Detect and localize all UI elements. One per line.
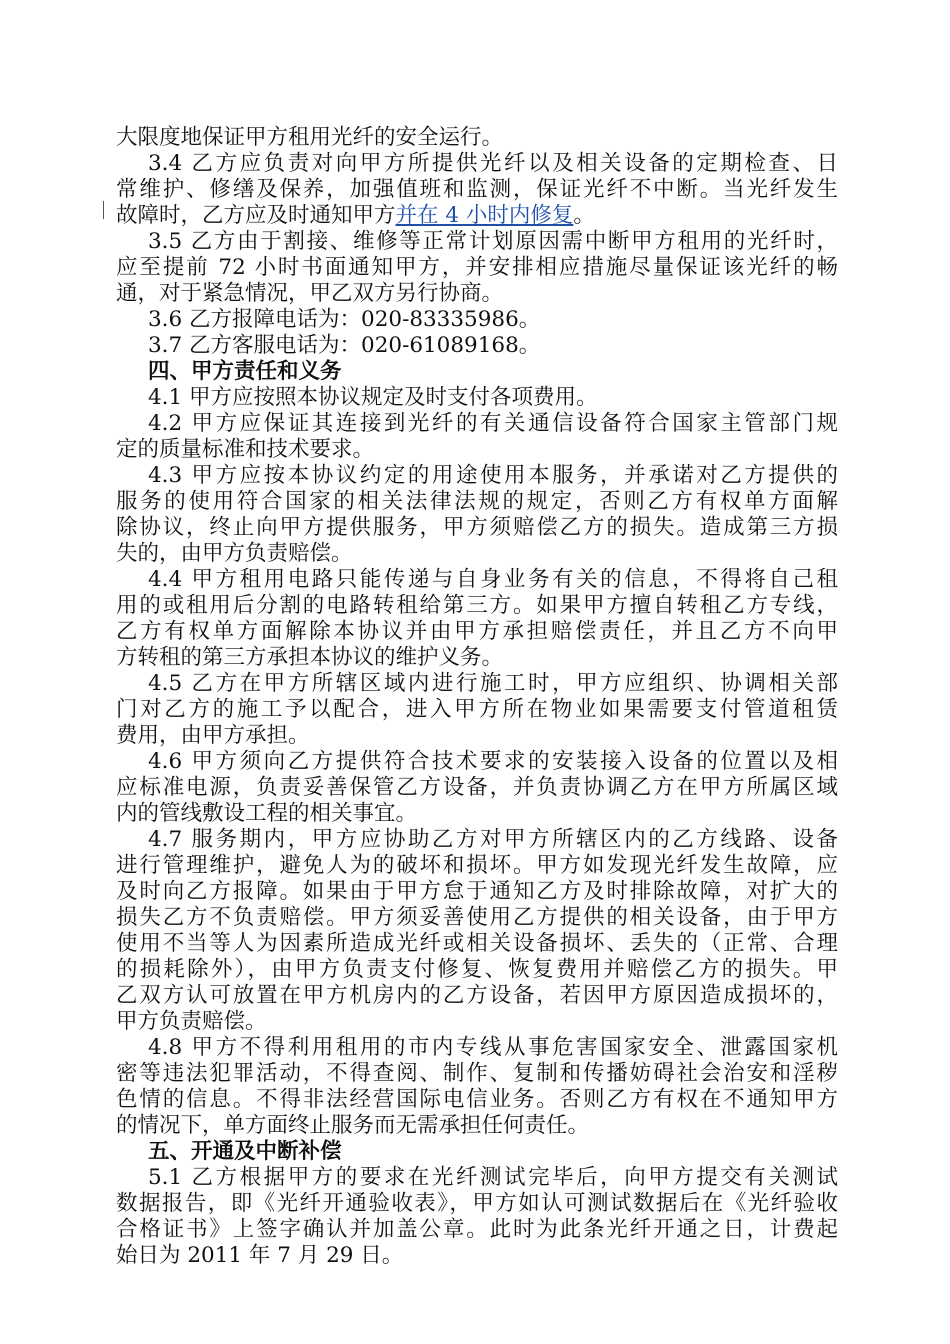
text-line: 数据报告，即《光纤开通验收表》，甲方如认可测试数据后在《光纤验收 (116, 1191, 838, 1216)
text-line: 4.7 服务期内，甲方应协助乙方对甲方所辖区内的乙方线路、设备 (148, 827, 838, 852)
text-line: 进行管理维护，避免人为的破坏和损坏。甲方如发现光纤发生故障，应 (116, 853, 838, 878)
text-line: 4.6 甲方须向乙方提供符合技术要求的安装接入设备的位置以及相 (148, 749, 838, 774)
text-line: 的损耗除外），由甲方负责支付修复、恢复费用并赔偿乙方的损失。甲 (116, 957, 838, 982)
text-line: 密等违法犯罪活动，不得查阅、制作、复制和传播妨碍社会治安和淫秽 (116, 1061, 838, 1086)
text-line: 应至提前 72 小时书面通知甲方，并安排相应措施尽量保证该光纤的畅 (116, 255, 838, 280)
text-line: 内的管线敷设工程的相关事宜。 (116, 801, 418, 826)
text-line (116, 203, 838, 229)
text-line: 3.6 乙方报障电话为：020-83335986。 (148, 307, 541, 332)
text-line: 常维护、修缮及保养，加强值班和监测，保证光纤不中断。当光纤发生 (116, 177, 838, 202)
text-line: 合格证书》上签字确认并加盖公章。此时为此条光纤开通之日，计费起 (116, 1217, 838, 1242)
text-line: 费用，由甲方承担。 (116, 723, 310, 748)
text-line: 通，对于紧急情况，甲乙双方另行协商。 (116, 281, 504, 306)
text-line: 4.1 甲方应按照本协议规定及时支付各项费用。 (148, 385, 598, 410)
section-heading: 五、开通及中断补偿 (148, 1139, 342, 1164)
text-line: 的情况下，单方面终止服务而无需承担任何责任。 (116, 1113, 590, 1138)
text-line: 失的，由甲方负责赔偿。 (116, 541, 353, 566)
text-line: 定的质量标准和技术要求。 (116, 437, 375, 462)
text-line: 4.8 甲方不得利用租用的市内专线从事危害国家安全、泄露国家机 (148, 1035, 838, 1060)
text-line: 3.4 乙方应负责对向甲方所提供光纤以及相关设备的定期检查、日 (148, 151, 838, 176)
text-span: 。 (573, 203, 595, 228)
text-line: 用的或租用后分割的电路转租给第三方。如果甲方擅自转租乙方专线， (116, 593, 838, 618)
text-line: 4.2 甲方应保证其连接到光纤的有关通信设备符合国家主管部门规 (148, 411, 838, 436)
text-line: 3.7 乙方客服电话为：020-61089168。 (148, 333, 541, 358)
text-line: 乙方有权单方面解除本协议并由甲方承担赔偿责任，并且乙方不向甲 (116, 619, 838, 644)
margin-marker (103, 201, 104, 219)
text-line: 色情的信息。不得非法经营国际电信业务。否则乙方有权在不通知甲方 (116, 1087, 838, 1112)
text-line: 方转租的第三方承担本协议的维护义务。 (116, 645, 504, 670)
text-line: 3.5 乙方由于割接、维修等正常计划原因需中断甲方租用的光纤时， (148, 229, 838, 254)
text-line: 4.4 甲方租用电路只能传递与自身业务有关的信息，不得将自己租 (148, 567, 838, 592)
text-line: 4.3 甲方应按本协议约定的用途使用本服务，并承诺对乙方提供的 (148, 463, 838, 488)
text-line: 使用不当等人为因素所造成光纤或相关设备损坏、丢失的（正常、合理 (116, 931, 838, 956)
text-line: 损失乙方不负责赔偿。甲方须妥善使用乙方提供的相关设备，由于甲方 (116, 905, 838, 930)
text-line: 门对乙方的施工予以配合，进入甲方所在物业如果需要支付管道租赁 (116, 697, 838, 722)
text-line: 应标准电源，负责妥善保管乙方设备，并负责协调乙方在甲方所属区域 (116, 775, 838, 800)
text-span: 故障时，乙方应及时通知甲方 (116, 203, 396, 228)
text-line: 服务的使用符合国家的相关法律法规的规定，否则乙方有权单方面解 (116, 489, 838, 514)
text-line: 及时向乙方报障。如果由于甲方怠于通知乙方及时排除故障，对扩大的 (116, 879, 838, 904)
text-line: 5.1 乙方根据甲方的要求在光纤测试完毕后，向甲方提交有关测试 (148, 1165, 838, 1190)
text-line: 4.5 乙方在甲方所辖区域内进行施工时，甲方应组织、协调相关部 (148, 671, 838, 696)
text-line: 始日为 2011 年 7 月 29 日。 (116, 1243, 404, 1268)
repair-link[interactable]: 并在 4 小时内修复 (395, 203, 574, 228)
text-line: 除协议，终止向甲方提供服务，甲方须赔偿乙方的损失。造成第三方损 (116, 515, 838, 540)
text-line: 乙双方认可放置在甲方机房内的乙方设备，若因甲方原因造成损坏的， (116, 983, 838, 1008)
section-heading: 四、甲方责任和义务 (148, 359, 342, 384)
text-line: 甲方负责赔偿。 (116, 1009, 267, 1034)
text-line: 大限度地保证甲方租用光纤的安全运行。 (116, 125, 504, 150)
